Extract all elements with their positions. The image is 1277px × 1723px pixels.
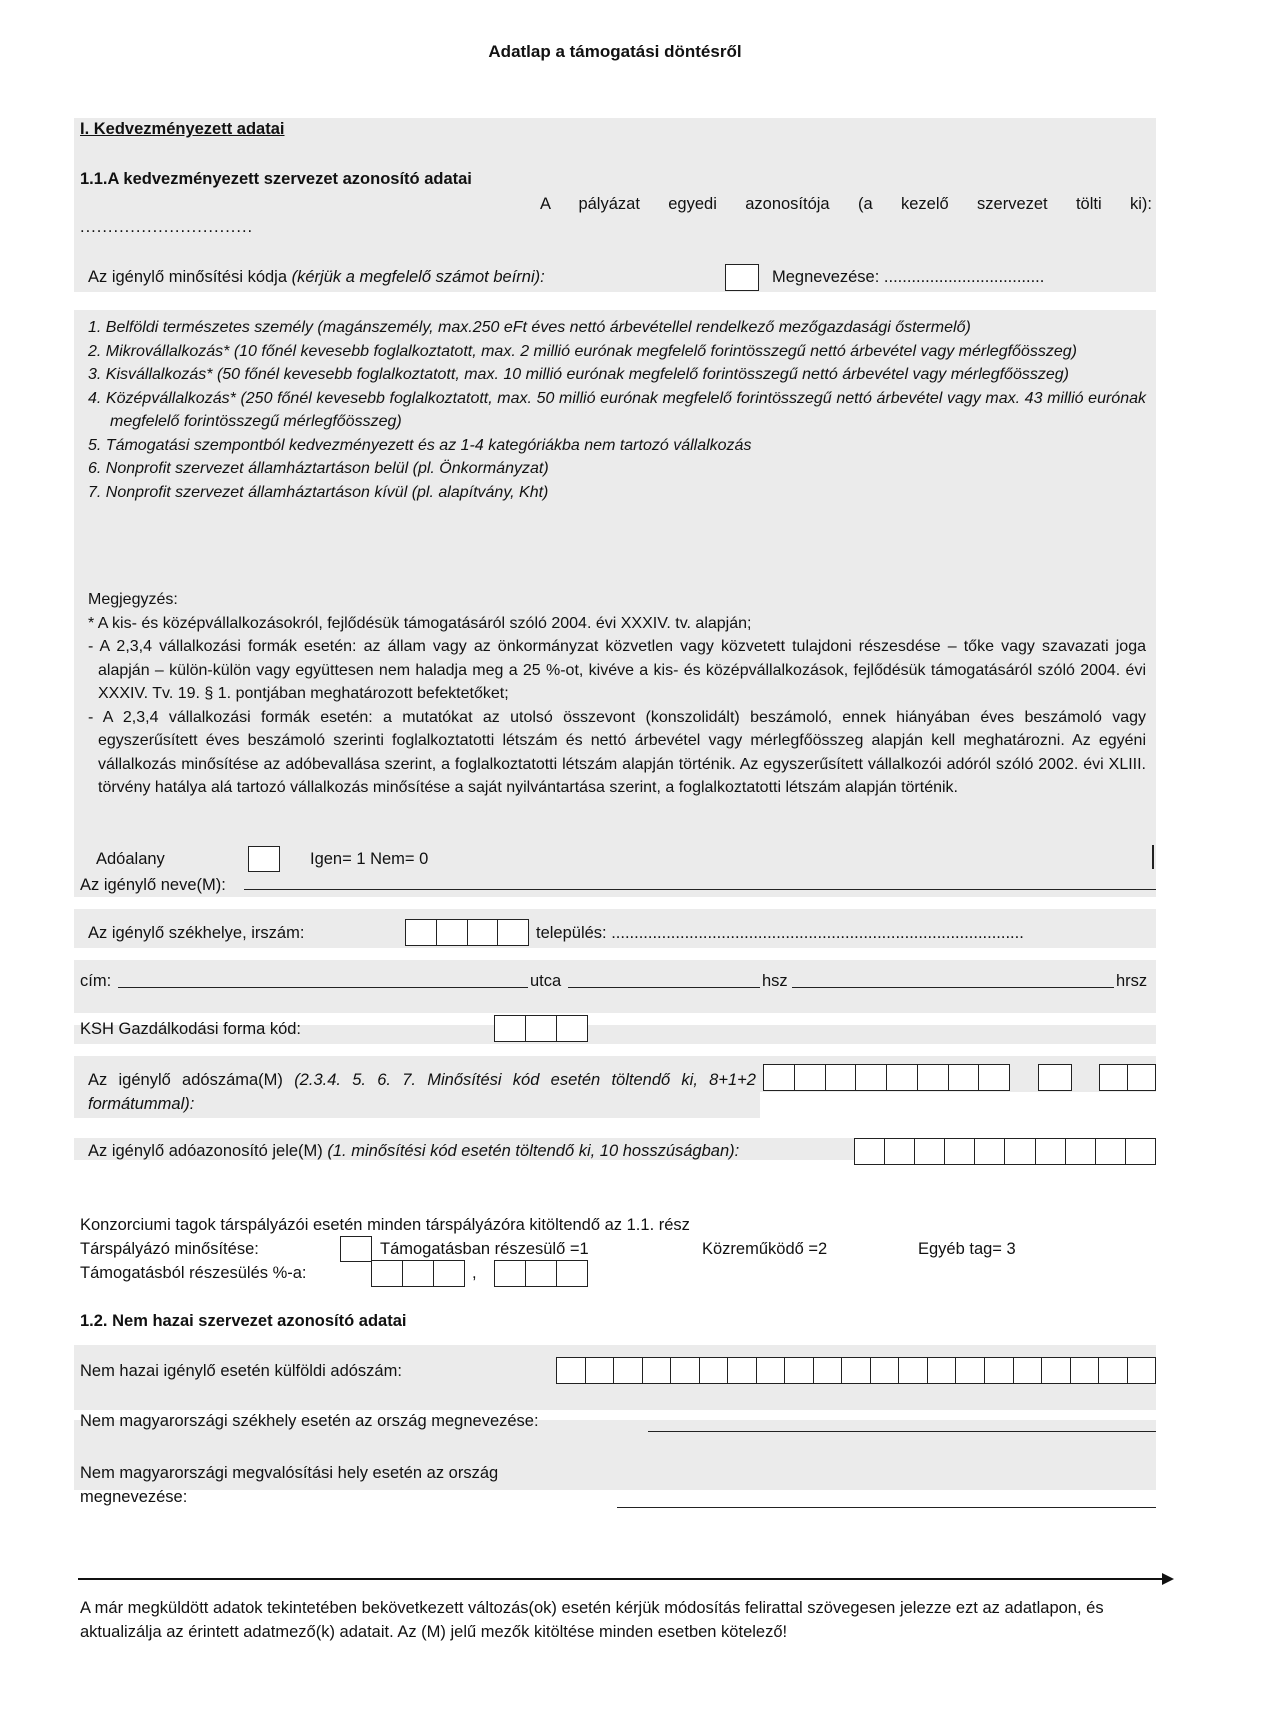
subsection-heading: 1.1.A kedvezményezett szervezet azonosító adatai bbox=[80, 170, 472, 188]
list-item: 5. Támogatási szempontból kedvezményezett és az 1-4 kategóriákba nem tartozó vállalkozás bbox=[88, 436, 752, 454]
postal-code-input[interactable] bbox=[405, 919, 529, 946]
qualification-code-label: Az igénylő minősítési kódja (kérjük a megfelelő számot beírni): bbox=[88, 268, 545, 286]
foreign-tax-number-input[interactable] bbox=[556, 1357, 1156, 1384]
tax-id-input[interactable] bbox=[854, 1138, 1156, 1165]
house-number-field[interactable] bbox=[792, 970, 1114, 988]
tax-number-label: Az igénylő adószáma(M) (2.3.4. 5. 6. 7. Minősítési kód esetén töltendő ki, 8+1+2 formátummal): bbox=[88, 1071, 756, 1113]
application-id-field[interactable]: ............................... bbox=[80, 218, 254, 236]
tax-number-county-input[interactable] bbox=[1099, 1064, 1156, 1091]
share-percent-decimal-input[interactable] bbox=[494, 1260, 588, 1287]
tax-id-label: Az igénylő adóazonosító jele(M) (1. minősítési kód esetén töltendő ki, 10 hosszúságban): bbox=[88, 1142, 740, 1160]
option-other: Egyéb tag= 3 bbox=[918, 1240, 1016, 1258]
country-seat-field[interactable] bbox=[648, 1414, 1156, 1432]
note-item: - A 2,3,4 vállalkozási formák esetén: az állam vagy az önkormányzat közvetlen vagy közvetett tulajdoni részesdése – tőke vagy szavazati joga alapján – külön-külön vagy együttesen nem haladja meg a 25 %-ot, kivéve a kis- és középvállalkozások, fejlődésük támogatásáról szóló 2004. évi XXXIV. Tv. 19. § 1. pontjában meghatározott befektetőket; bbox=[88, 638, 1146, 702]
ksh-label: KSH Gazdálkodási forma kód: bbox=[80, 1020, 302, 1038]
copartner-qualification-input[interactable] bbox=[340, 1236, 372, 1262]
footer-note: A már megküldött adatok tekintetében bekövetkezett változás(ok) esetén kérjük módosítás felirattal szövegesen jelezze ezt az adatlapon, és aktualizálja az érintett adatmező(k) adatait. Az (M) jelű mezők kitöltése minden esetben kötelező! bbox=[80, 1599, 1104, 1641]
foreign-section-heading: 1.2. Nem hazai szervezet azonosító adatai bbox=[80, 1312, 407, 1330]
address-label: cím: bbox=[80, 972, 112, 990]
list-item: 7. Nonprofit szervezet államháztartáson kívül (pl. alapítvány, Kht) bbox=[88, 483, 549, 501]
taxable-label: Adóalany bbox=[96, 850, 165, 868]
tax-number-vat-input[interactable] bbox=[1038, 1064, 1072, 1091]
taxable-input[interactable] bbox=[248, 846, 280, 872]
list-item: 1. Belföldi természetes személy (magánszemély, max.250 eFt éves nettó árbevétellel rendelkező mezőgazdasági őstermelő) bbox=[88, 319, 971, 336]
consortium-note: Konzorciumi tagok társpályázói esetén minden társpályázóra kitöltendő az 1.1. rész bbox=[80, 1216, 690, 1234]
country-seat-label: Nem magyarországi székhely esetén az ország megnevezése: bbox=[80, 1412, 539, 1430]
implementation-country-label: Nem magyarországi megvalósítási hely esetén az ország bbox=[80, 1464, 499, 1482]
share-percent-integer-input[interactable] bbox=[371, 1260, 465, 1287]
foreign-tax-label: Nem hazai igénylő esetén külföldi adószám: bbox=[80, 1362, 402, 1380]
page-title: Adatlap a támogatási döntésről bbox=[488, 42, 742, 61]
applicant-name-label: Az igénylő neve(M): bbox=[80, 876, 226, 894]
applicant-name-field[interactable] bbox=[244, 872, 1156, 890]
taxable-options: Igen= 1 Nem= 0 bbox=[310, 850, 429, 868]
ksh-code-input[interactable] bbox=[494, 1015, 588, 1042]
decimal-separator: , bbox=[472, 1264, 477, 1282]
section-heading: I. Kedvezményezett adatai bbox=[80, 120, 285, 138]
note-item: - A 2,3,4 vállalkozási formák esetén: a mutatókat az utolsó összevont (konszolidált) beszámoló, ennek hiányában éves beszámoló vagy egyszerűsített éves beszámoló szerinti foglalkoztatotti létszám és nettó árbevétel vagy mérlegfőösszeg alapján kell meghatározni. Az egyéni vállalkozás minősítése az adóbevallása szerint, a foglalkoztatotti létszám alapján történik. Az egyszerűsített vállalkozói adóról szóló 2002. évi XLIII. törvény hatálya alá tartozó vállalkozás minősítése a saját nyilvántartása szerint, a foglalkoztatotti létszám alapján történik. bbox=[88, 708, 1146, 796]
house-number-label: hsz bbox=[762, 972, 788, 990]
seat-label: Az igénylő székhelye, irszám: bbox=[88, 924, 305, 942]
separator-arrow-line bbox=[78, 1578, 1166, 1580]
note-title: Megjegyzés: bbox=[88, 591, 178, 608]
arrow-head-icon bbox=[1162, 1573, 1174, 1585]
divider bbox=[1152, 845, 1154, 869]
implementation-country-field[interactable] bbox=[617, 1490, 1156, 1508]
option-contributor: Közreműködő =2 bbox=[702, 1240, 828, 1258]
list-item: 3. Kisvállalkozás* (50 főnél kevesebb foglalkoztatott, max. 10 millió eurónak megfelelő forintösszegű nettó árbevétel vagy mérlegfőösszeg) bbox=[88, 366, 1069, 383]
copartner-qualification-label: Társpályázó minősítése: bbox=[80, 1240, 259, 1258]
street-label: utca bbox=[530, 972, 562, 990]
share-percent-label: Támogatásból részesülés %-a: bbox=[80, 1264, 307, 1282]
lot-number-label: hrsz bbox=[1116, 972, 1148, 990]
application-id-label: A pályázat egyedi azonosítója (a kezelő szervezet tölti ki): bbox=[540, 195, 1152, 213]
settlement-field[interactable]: település: .......................................................................................... bbox=[536, 924, 1024, 942]
list-item: 6. Nonprofit szervezet államháztartáson belül (pl. Önkormányzat) bbox=[88, 460, 549, 477]
address-field[interactable] bbox=[118, 970, 528, 988]
category-list bbox=[88, 316, 1146, 504]
tax-number-main-input[interactable] bbox=[763, 1064, 1010, 1091]
notes-block bbox=[88, 588, 1146, 800]
implementation-country-label-2: megnevezése: bbox=[80, 1488, 188, 1506]
option-supported: Támogatásban részesülő =1 bbox=[380, 1240, 589, 1258]
list-item: 2. Mikrovállalkozás* (10 főnél kevesebb foglalkoztatott, max. 2 millió eurónak megfelelő forintösszegű nettó árbevétel vagy mérlegfőösszeg) bbox=[88, 342, 1077, 360]
designation-field[interactable]: Megnevezése: ................................... bbox=[772, 268, 1045, 286]
note-item: * A kis- és középvállalkozásokról, fejlődésük támogatásáról szóló 2004. évi XXXIV. tv. alapján; bbox=[88, 614, 752, 632]
list-item: 4. Középvállalkozás* (250 főnél kevesebb foglalkoztatott, max. 50 millió eurónak megfelelő forintösszegű nettó árbevétel vagy max. 43 millió eurónak megfelelő forintösszegű mérlegfőösszeg) bbox=[88, 389, 1146, 430]
street-field[interactable] bbox=[568, 970, 760, 988]
qualification-code-input[interactable] bbox=[725, 264, 759, 291]
